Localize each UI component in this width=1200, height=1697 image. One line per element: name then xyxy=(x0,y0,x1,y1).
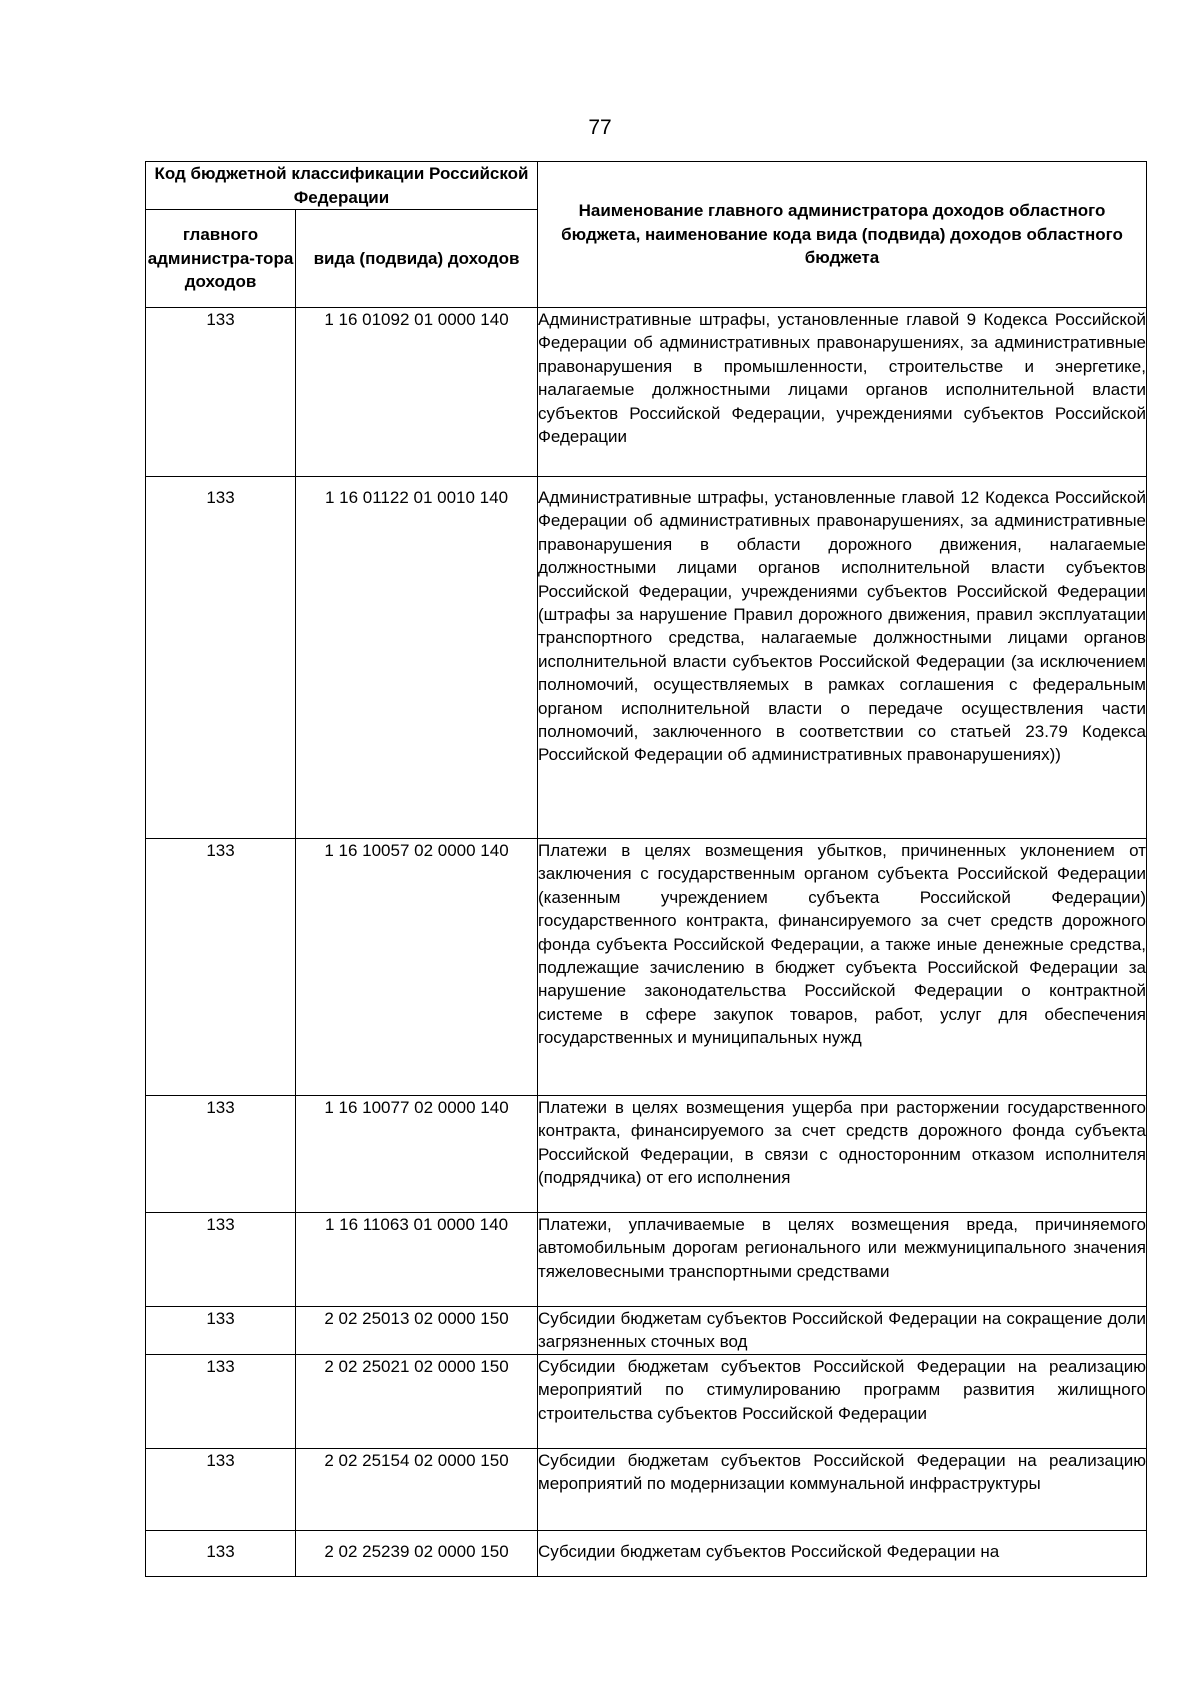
admin-code-cell: 133 xyxy=(146,1448,296,1530)
admin-code-cell: 133 xyxy=(146,1096,296,1213)
revenue-name-cell: Субсидии бюджетам субъектов Российской Федерации на реализацию мероприятий по стимулированию программ развития жилищного строительства субъектов Российской Федерации xyxy=(538,1354,1147,1448)
header-admin-code: главного администра-тора доходов xyxy=(146,210,296,308)
revenue-name-cell: Субсидии бюджетам субъектов Российской Федерации на xyxy=(538,1530,1147,1576)
table-row xyxy=(146,839,1147,1096)
revenue-name-cell: Платежи в целях возмещения ущерба при расторжении государственного контракта, финансируемого за счет средств дорожного фонда субъекта Российской Федерации, в связи с односторонним отказом исполнителя (подрядчика) от его исполнения xyxy=(538,1096,1147,1213)
revenue-name-cell: Субсидии бюджетам субъектов Российской Федерации на реализацию мероприятий по модернизации коммунальной инфраструктуры xyxy=(538,1448,1147,1530)
table-row xyxy=(146,1354,1147,1448)
revenue-name-cell: Административные штрафы, установленные главой 9 Кодекса Российской Федерации об административных правонарушениях, за административные правонарушения в промышленности, строительстве и энергетике, налагаемые должностными лицами органов исполнительной власти субъектов Российской Федерации, учреждениями субъектов Российской Федерации xyxy=(538,308,1147,477)
admin-code-cell: 133 xyxy=(146,1307,296,1355)
revenue-code-cell: 1 16 01092 01 0000 140 xyxy=(296,308,538,477)
header-name: Наименование главного администратора доходов областного бюджета, наименование кода вида (подвида) доходов областного бюджета xyxy=(538,162,1147,308)
table-row xyxy=(146,477,1147,839)
admin-code-cell: 133 xyxy=(146,1354,296,1448)
page-number: 77 xyxy=(588,116,612,139)
revenue-name-cell: Административные штрафы, установленные главой 12 Кодекса Российской Федерации об административных правонарушениях, за административные правонарушения в области дорожного движения, налагаемые должностными лицами органов исполнительной власти субъектов Российской Федерации, учреждениями субъектов Российской Федерации (штрафы за нарушение Правил дорожного движения, правил эксплуатации транспортного средства, налагаемые должностными лицами органов исполнительной власти субъектов Российской Федерации (за исключением полномочий, осуществляемых в рамках соглашения с федеральным органом исполнительной власти о передаче осуществления части полномочий, заключенного в соответствии со статьей 23.79 Кодекса Российской Федерации об административных правонарушениях)) xyxy=(538,477,1147,839)
table-row xyxy=(146,1213,1147,1307)
revenue-code-cell: 2 02 25021 02 0000 150 xyxy=(296,1354,538,1448)
revenue-code-cell: 1 16 11063 01 0000 140 xyxy=(296,1213,538,1307)
table-row xyxy=(146,1448,1147,1530)
header-classification-code: Код бюджетной классификации Российской Федерации xyxy=(146,162,538,210)
revenue-code-cell: 2 02 25154 02 0000 150 xyxy=(296,1448,538,1530)
revenue-name-cell: Платежи в целях возмещения убытков, причиненных уклонением от заключения с государственным органом субъекта Российской Федерации (казенным учреждением субъекта Российской Федерации) государственного контракта, финансируемого за счет средств дорожного фонда субъекта Российской Федерации, а также иные денежные средства, подлежащие зачислению в бюджет субъекта Российской Федерации за нарушение законодательства Российской Федерации о контрактной системе в сфере закупок товаров, работ, услуг для обеспечения государственных и муниципальных нужд xyxy=(538,839,1147,1096)
revenue-code-cell: 1 16 10077 02 0000 140 xyxy=(296,1096,538,1213)
admin-code-cell: 133 xyxy=(146,477,296,839)
budget-classification-table xyxy=(145,161,1147,1577)
table-row xyxy=(146,308,1147,477)
revenue-code-cell: 1 16 10057 02 0000 140 xyxy=(296,839,538,1096)
table-row xyxy=(146,1307,1147,1355)
table-row xyxy=(146,1096,1147,1213)
revenue-code-cell: 2 02 25013 02 0000 150 xyxy=(296,1307,538,1355)
admin-code-cell: 133 xyxy=(146,308,296,477)
header-revenue-code: вида (подвида) доходов xyxy=(296,210,538,308)
table-row xyxy=(146,1530,1147,1576)
admin-code-cell: 133 xyxy=(146,1213,296,1307)
revenue-name-cell: Субсидии бюджетам субъектов Российской Федерации на сокращение доли загрязненных сточных вод xyxy=(538,1307,1147,1355)
revenue-name-cell: Платежи, уплачиваемые в целях возмещения вреда, причиняемого автомобильным дорогам регионального или межмуниципального значения тяжеловесными транспортными средствами xyxy=(538,1213,1147,1307)
admin-code-cell: 133 xyxy=(146,839,296,1096)
revenue-code-cell: 2 02 25239 02 0000 150 xyxy=(296,1530,538,1576)
admin-code-cell: 133 xyxy=(146,1530,296,1576)
revenue-code-cell: 1 16 01122 01 0010 140 xyxy=(296,477,538,839)
